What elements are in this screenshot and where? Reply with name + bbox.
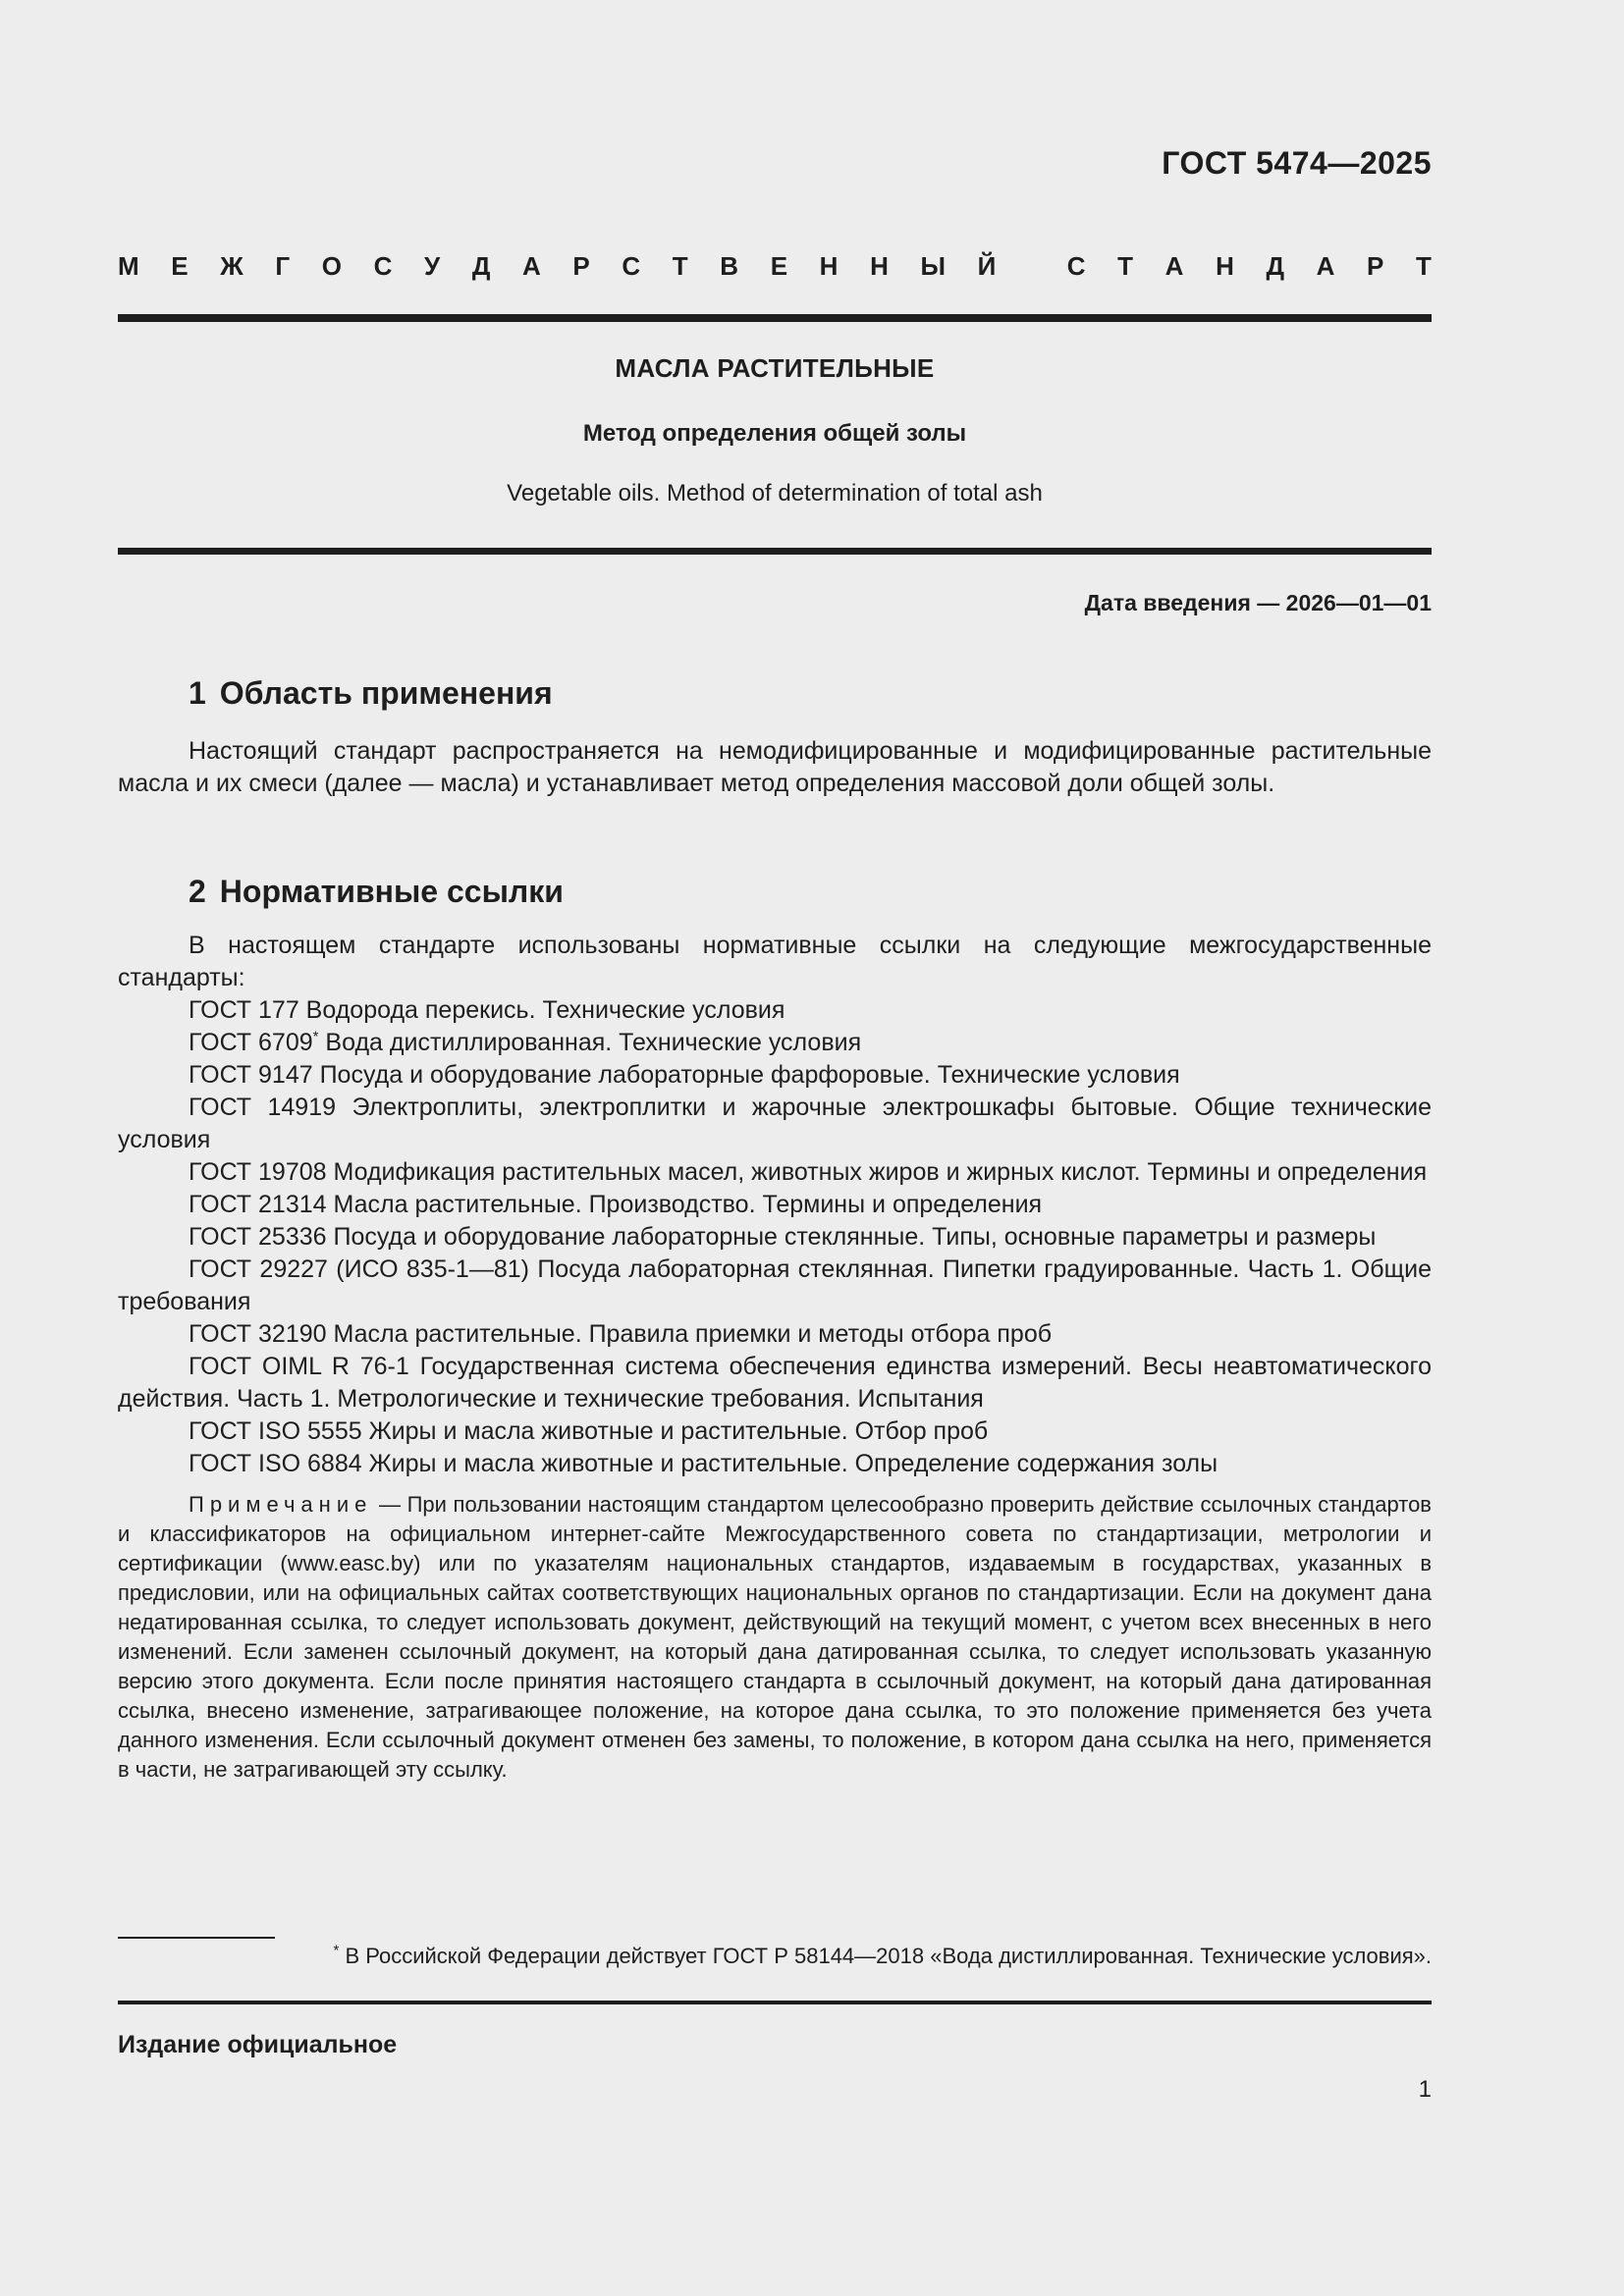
standard-type-heading (118, 251, 1432, 282)
reference-item (118, 1351, 1432, 1415)
heading-letter: М (118, 251, 139, 281)
section-number: 1 (189, 675, 206, 711)
reference-item (118, 1221, 1432, 1254)
footnote-rule (118, 1937, 275, 1939)
reference-title: Жиры и масла животные и растительные. Отбор проб (361, 1417, 989, 1445)
official-edition: Издание официальное (118, 2031, 398, 2058)
section-title: Область применения (219, 675, 553, 711)
section-scope (118, 675, 1432, 800)
footnote (118, 1944, 1432, 1969)
heading-letter: О (321, 251, 342, 281)
reference-code: ГОСТ 14919 (189, 1094, 337, 1121)
reference-code: ГОСТ OIML R 76-1 (189, 1353, 409, 1380)
scope-paragraph: Настоящий стандарт распространяется на немодифицированные и модифицированные растительные масла и их смеси (далее — масла) и устанавливает метод определения массовой доли общей золы. (118, 737, 1432, 797)
reference-title: Модификация растительных масел, животных жиров и жирных кислот. Термины и определения (326, 1158, 1428, 1186)
footnote-mark: * (333, 1942, 340, 1959)
reference-title: Электроплиты, электроплитки и жарочные электрошкафы бытовые. Общие технические условия (118, 1094, 1432, 1153)
references-intro: В настоящем стандарте использованы нормативные ссылки на следующие межгосударственные стандарты: (118, 932, 1432, 991)
heading-letter: Й (977, 251, 997, 281)
reference-code: ГОСТ 32190 (189, 1320, 327, 1348)
heading-letter: Е (770, 251, 788, 281)
heading-letter: Г (275, 251, 291, 281)
page-number: 1 (1418, 2076, 1432, 2103)
section-references (118, 874, 1432, 1785)
heading-letter: А (522, 251, 541, 281)
title-sub: Метод определения общей золы (582, 420, 967, 447)
reference-item (118, 1059, 1432, 1092)
heading-letter: Ж (220, 251, 244, 281)
heading-letter: Р (1367, 251, 1384, 281)
reference-title: Жиры и масла животные и растительные. Определение содержания золы (361, 1450, 1218, 1477)
heading-letter: Т (1416, 251, 1432, 281)
note-label: Примечание (189, 1492, 373, 1517)
heading-letter: Н (819, 251, 839, 281)
reference-title: Вода дистиллированная. Технические условия (318, 1029, 862, 1056)
section-heading (118, 675, 1432, 712)
heading-letter: Р (572, 251, 590, 281)
reference-code: ГОСТ 21314 (189, 1191, 327, 1218)
heading-letter: Н (1216, 251, 1234, 281)
reference-list (118, 994, 1432, 1480)
reference-code: ГОСТ ISO 5555 (189, 1417, 362, 1445)
reference-title: Масла растительные. Правила приемки и методы отбора проб (326, 1320, 1053, 1348)
reference-code: ГОСТ 9147 (189, 1061, 313, 1089)
document-number: ГОСТ 5474—2025 (1162, 145, 1432, 181)
reference-item (118, 1448, 1432, 1480)
reference-code: ГОСТ 6709 (189, 1029, 313, 1056)
footnote-text: В Российской Федерации действует ГОСТ Р 58144—2018 «Вода дистиллированная. Технические условия». (339, 1944, 1432, 1968)
reference-item (118, 1415, 1432, 1448)
introduction-date: Дата введения — 2026—01—01 (1084, 590, 1432, 615)
heading-letter: Д (1266, 251, 1285, 281)
heading-letter: С (373, 251, 393, 281)
reference-item (118, 1318, 1432, 1351)
reference-item (118, 1092, 1432, 1156)
reference-title: Государственная система обеспечения единства измерений. Весы неавтоматического действия. Часть 1. Метрологические и технические требования. Испытания (118, 1353, 1432, 1413)
reference-code: ГОСТ ISO 6884 (189, 1450, 362, 1477)
heading-letter: В (720, 251, 739, 281)
heading-letter: У (424, 251, 441, 281)
title-english: Vegetable oils. Method of determination of total ash (507, 480, 1043, 507)
heading-letter: Т (672, 251, 688, 281)
heading-letter: С (1066, 251, 1086, 281)
title-rule (118, 548, 1432, 555)
reference-title: Посуда лабораторная стеклянная. Пипетки градуированные. Часть 1. Общие требования (118, 1255, 1433, 1315)
title-main: МАСЛА РАСТИТЕЛЬНЫЕ (615, 353, 935, 383)
heading-letter: С (622, 251, 641, 281)
document-page (118, 0, 1432, 2296)
heading-letter: Н (870, 251, 889, 281)
reference-code: ГОСТ 25336 (189, 1223, 327, 1251)
reference-title: Масла растительные. Производство. Термины и определения (326, 1191, 1043, 1218)
heading-letter: Е (171, 251, 189, 281)
reference-item (118, 994, 1432, 1027)
reference-item (118, 1027, 1432, 1059)
reference-footnote-mark: * (312, 1028, 319, 1045)
heading-letter (1028, 251, 1035, 282)
reference-title: Водорода перекись. Технические условия (298, 996, 785, 1024)
reference-code: ГОСТ 19708 (189, 1158, 327, 1186)
heading-letter: Т (1117, 251, 1134, 281)
section-title: Нормативные ссылки (219, 874, 564, 909)
note-text: — При пользовании настоящим стандартом целесообразно проверить действие ссылочных стандартов и классификаторов на официальном интернет-сайте Межгосударственного совета по стандартизации, метрологии и сертификации (www.easc.by) или по указателям национальных стандартов, издаваемым в государствах, указанных в предисловии, или на официальных сайтах соответствующих национальных органов по стандартизации. Если на документ дана недатированная ссылка, то следует использовать документ, действующий на текущий момент, с учетом всех внесенных в него изменений. Если заменен ссылочный документ, на который дана датированная ссылка, то следует использовать указанную версию этого документа. Если после принятия настоящего стандарта в ссылочный документ, на который дана датированная ссылка, внесено изменение, затрагивающее положение, на которое дана ссылка, то это положение применяется без учета данного изменения. Если ссылочный документ отменен без замены, то положение, в котором дана ссылка на него, применяется в части, не затрагивающей эту ссылку. (118, 1492, 1432, 1782)
heading-letter: А (1164, 251, 1184, 281)
reference-note (118, 1490, 1432, 1785)
section-number: 2 (189, 874, 206, 909)
reference-title: Посуда и оборудование лабораторные фарфоровые. Технические условия (312, 1061, 1180, 1089)
reference-item (118, 1189, 1432, 1221)
heading-letter: Д (471, 251, 491, 281)
reference-item (118, 1254, 1432, 1318)
reference-code: ГОСТ 29227 (ИСО 835-1—81) (189, 1255, 529, 1283)
reference-title: Посуда и оборудование лабораторные стеклянные. Типы, основные параметры и размеры (326, 1223, 1377, 1251)
heading-letter: А (1316, 251, 1335, 281)
footer-rule (118, 2001, 1432, 2004)
reference-code: ГОСТ 177 (189, 996, 299, 1024)
section-heading (118, 874, 1432, 910)
reference-item (118, 1156, 1432, 1189)
header-rule (118, 314, 1432, 322)
heading-letter: Ы (920, 251, 946, 281)
